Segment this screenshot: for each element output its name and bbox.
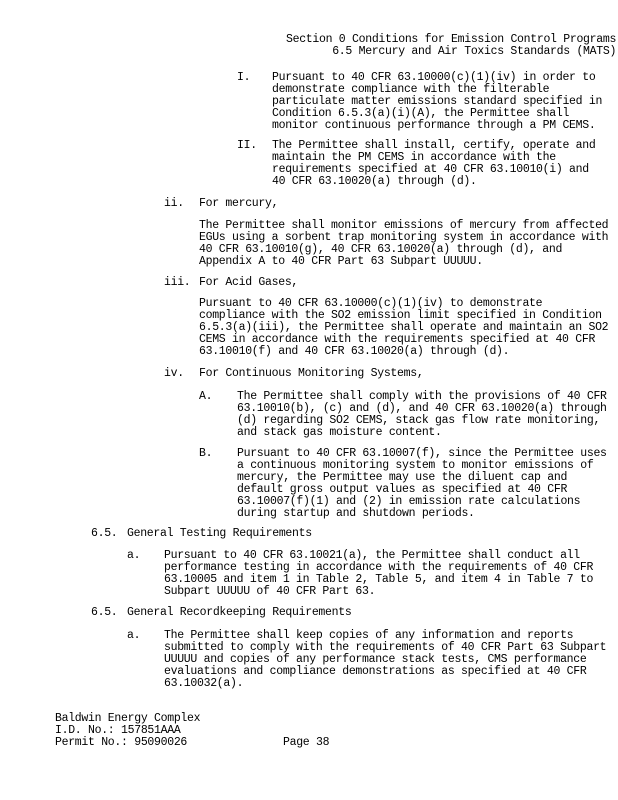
text-line: demonstrate compliance with the filterable [272,83,550,96]
page-footer [55,713,200,749]
text-line: EGUs using a sorbent trap monitoring system in accordance with [199,231,609,244]
text-line: Pursuant to 40 CFR 63.10021(a), the Permittee shall conduct all [164,549,580,562]
text-line: (d) regarding SO2 CEMS, stack gas flow rate monitoring, [237,414,601,427]
text-line: maintain the PM CEMS in accordance with the [272,151,556,164]
text-line: default gross output values as specified at 40 CFR [237,483,568,496]
item-II-marker: II. [237,139,257,152]
text-line: The Permittee shall comply with the provisions of 40 CFR [237,390,607,403]
text-line: 63.10032(a). [164,677,244,690]
text-line: Pursuant to 40 CFR 63.10000(c)(1)(iv) to demonstrate [199,297,543,310]
item-iii-text [199,298,608,358]
text-line: The Permittee shall keep copies of any information and reports [164,629,574,642]
item-A-marker: A. [199,390,213,403]
footer-facility: Baldwin Energy Complex [55,712,201,725]
text-line: UUUUU and copies of any performance stack tests, CMS performance [164,653,587,666]
text-line: 40 CFR 63.10010(g), 40 CFR 63.10020(a) through (d), and [199,243,563,256]
text-line: submitted to comply with the requirements of 40 CFR Part 63 Subpart [164,641,607,654]
item-ii-heading: For mercury, [199,197,279,210]
item-A-text [237,391,607,439]
text-line: Subpart UUUUU of 40 CFR Part 63. [164,585,376,598]
header-subsection-title: 6.5 Mercury and Air Toxics Standards (MATS) [332,45,617,58]
section-title: General Recordkeeping Requirements [127,606,352,619]
text-line: mercury, the Permittee may use the diluent cap and [237,471,568,484]
page-header [286,34,616,58]
item-I-marker: I. [237,71,251,84]
footer-permit-number: Permit No.: 95090026 [55,736,188,749]
text-line: compliance with the SO2 emission limit specified in Condition [199,309,602,322]
item-B-text [237,448,607,520]
text-line: Pursuant to 40 CFR 63.10007(f), since the Permittee uses [237,447,607,460]
item-II-text [272,140,595,188]
testing-item-a-text [164,550,593,598]
text-line: during startup and shutdown periods. [237,507,475,520]
text-line: 63.10005 and item 1 in Table 2, Table 5, and item 4 in Table 7 to [164,573,594,586]
footer-id-number: I.D. No.: 157851AAA [55,724,181,737]
section-number: 6.5. [91,527,118,540]
text-line: 63.10010(b), (c) and (d), and 40 CFR 63.10020(a) through [237,402,607,415]
text-line: 63.10010(f) and 40 CFR 63.10020(a) through (d). [199,345,510,358]
text-line: CEMS in accordance with the requirements specified at 40 CFR [199,333,596,346]
page-number: Page 38 [283,736,330,749]
text-line: 6.5.3(a)(iii), the Permittee shall operate and maintain an SO2 [199,321,609,334]
item-iv-heading: For Continuous Monitoring Systems, [199,367,424,380]
text-line: and stack gas moisture content. [237,426,442,439]
recordkeeping-item-a-text [164,630,606,690]
text-line: evaluations and compliance demonstrations as specified at 40 CFR [164,665,587,678]
text-line: The Permittee shall install, certify, operate and [272,139,596,152]
text-line: monitor continuous performance through a PM CEMS. [272,119,596,132]
recordkeeping-item-a-marker: a. [127,629,141,642]
header-section-title: Section 0 Conditions for Emission Control Programs [286,33,617,46]
text-line: 63.10007(f)(1) and (2) in emission rate calculations [237,495,581,508]
text-line: 40 CFR 63.10020(a) through (d). [272,175,477,188]
testing-item-a-marker: a. [127,549,141,562]
item-B-marker: B. [199,447,213,460]
item-iii-marker: iii. [164,276,191,289]
text-line: performance testing in accordance with the requirements of 40 CFR [164,561,594,574]
text-line: a continuous monitoring system to monitor emissions of [237,459,594,472]
text-line: Condition 6.5.3(a)(i)(A), the Permittee shall [272,107,570,120]
item-iii-heading: For Acid Gases, [199,276,299,289]
text-line: Appendix A to 40 CFR Part 63 Subpart UUUUU. [199,255,483,268]
text-line: Pursuant to 40 CFR 63.10000(c)(1)(iv) in order to [272,71,596,84]
text-line: requirements specified at 40 CFR 63.10010(i) and [272,163,589,176]
section-number: 6.5. [91,606,118,619]
item-iv-marker: iv. [164,367,184,380]
item-ii-marker: ii. [164,197,184,210]
section-title: General Testing Requirements [127,527,312,540]
item-ii-text [199,220,608,268]
item-I-text [272,72,602,132]
text-line: particulate matter emissions standard specified in [272,95,603,108]
text-line: The Permittee shall monitor emissions of mercury from affected [199,219,609,232]
